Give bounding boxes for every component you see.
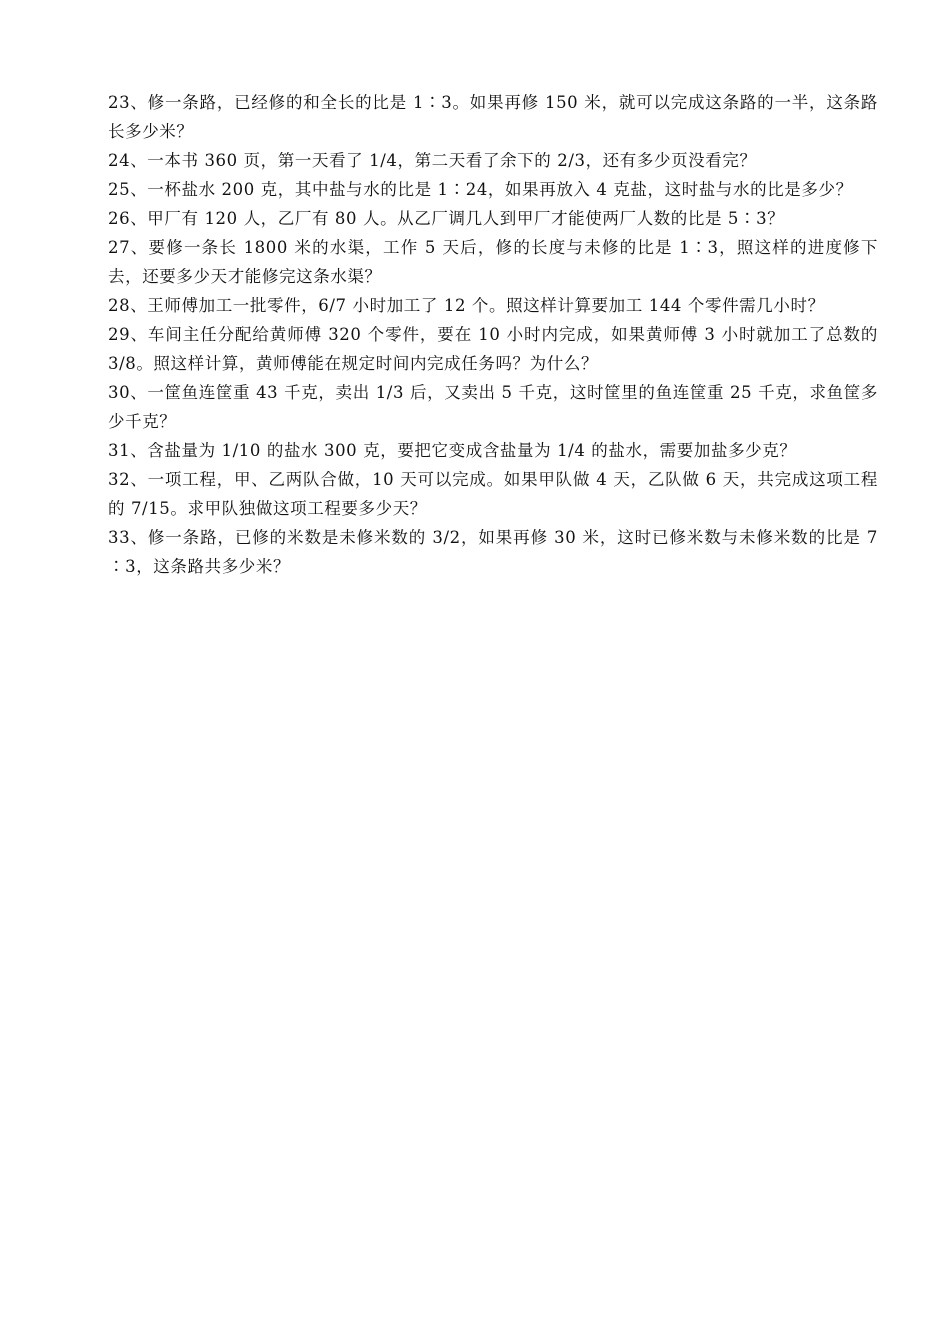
problem-29: 29、车间主任分配给黄师傅 320 个零件，要在 10 小时内完成，如果黄师傅 3 小时就加工了总数的 3/8。照这样计算，黄师傅能在规定时间内完成任务吗？为什么？ [108, 325, 878, 373]
document-page [108, 88, 878, 581]
problem-32: 32、一项工程，甲、乙两队合做，10 天可以完成。如果甲队做 4 天，乙队做 6 天，共完成这项工程的 7/15。求甲队独做这项工程要多少天？ [108, 470, 878, 518]
problem-25: 25、一杯盐水 200 克，其中盐与水的比是 1∶24，如果再放入 4 克盐，这时盐与水的比是多少？ [108, 180, 853, 199]
problem-31: 31、含盐量为 1/10 的盐水 300 克，要把它变成含盐量为 1/4 的盐水，需要加盐多少克？ [108, 441, 797, 460]
problem-27: 27、要修一条长 1800 米的水渠，工作 5 天后，修的长度与未修的比是 1∶3，照这样的进度修下去，还要多少天才能修完这条水渠？ [108, 238, 878, 286]
problem-30: 30、一筐鱼连筐重 43 千克，卖出 1/3 后，又卖出 5 千克，这时筐里的鱼连筐重 25 千克，求鱼筐多少千克？ [108, 383, 878, 431]
problem-33: 33、修一条路，已修的米数是未修米数的 3/2，如果再修 30 米，这时已修米数与未修米数的比是 7∶3，这条路共多少米？ [108, 528, 878, 576]
problem-28: 28、王师傅加工一批零件，6/7 小时加工了 12 个。照这样计算要加工 144 个零件需几小时？ [108, 296, 825, 315]
problem-26: 26、甲厂有 120 人，乙厂有 80 人。从乙厂调几人到甲厂才能使两厂人数的比是 5∶3？ [108, 209, 785, 228]
problem-23: 23、修一条路，已经修的和全长的比是 1∶3。如果再修 150 米，就可以完成这条路的一半，这条路长多少米？ [108, 93, 878, 141]
problem-24: 24、一本书 360 页，第一天看了 1/4，第二天看了余下的 2/3，还有多少页没看完？ [108, 151, 757, 170]
